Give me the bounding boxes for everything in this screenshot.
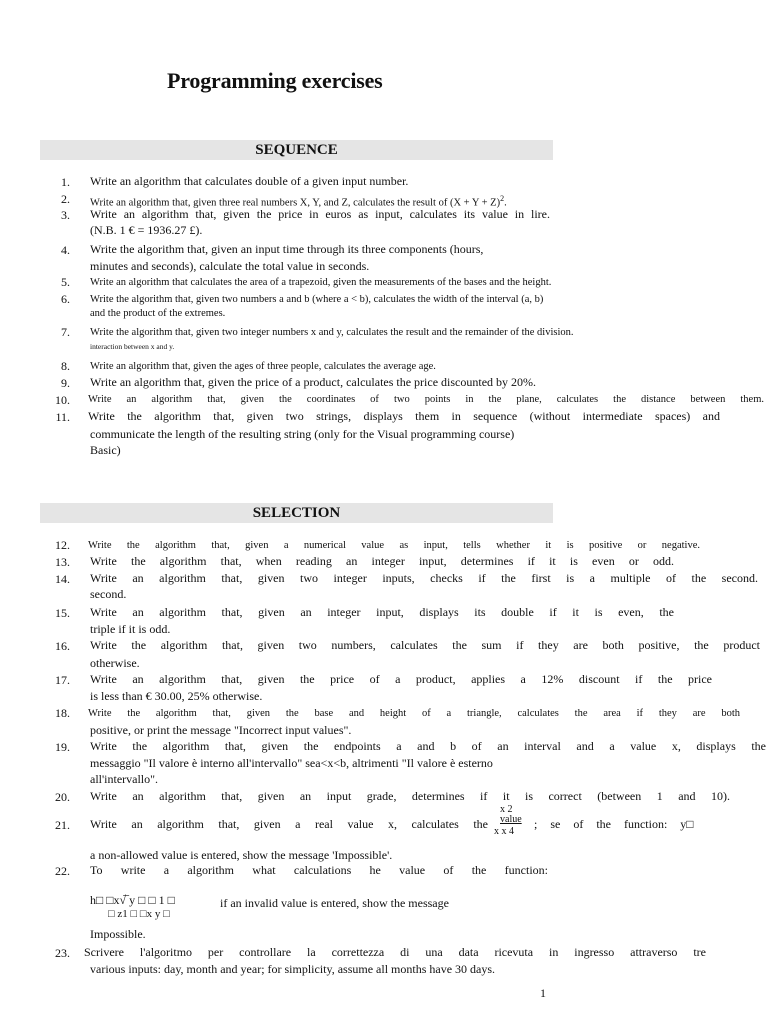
list-item-continuation: is less than € 30.00, 25% otherwise. (90, 689, 263, 703)
list-item: Scrivere l'algoritmo per controllare la correttezza di una data ricevuta in ingresso attraverso tre (84, 945, 706, 959)
item-number: 14. (55, 572, 70, 586)
item-number: 8. (61, 359, 70, 373)
list-item: Write an algorithm that, given an integer input, displays its double if it is even, the (90, 605, 674, 619)
list-item-continuation: minutes and seconds), calculate the total value in seconds. (90, 259, 370, 273)
list-item-continuation: triple if it is odd. (90, 622, 171, 636)
list-item: Write an algorithm that, given three real numbers X, Y, and Z, calculates the result of $(X + Y + Z)^2$. (90, 194, 507, 209)
list-item-continuation: second. (90, 587, 127, 601)
list-item: Write the algorithm that, given an input time through its three components (hours, (90, 242, 484, 256)
item-number: 5. (61, 275, 70, 289)
item-number: 22. (55, 864, 70, 878)
function-formula-tail: if an invalid value is entered, show the message (220, 896, 449, 910)
item-number: 6. (61, 292, 70, 306)
item-number: 13. (55, 555, 70, 569)
item-number: 9. (61, 376, 70, 390)
list-item: Write an algorithm that, given an input grade, determines if it is correct (between 1 and 10). (90, 789, 730, 803)
list-item-continuation: various inputs: day, month and year; for simplicity, assume all months have 30 days. (90, 962, 496, 976)
list-item: Write an algorithm that, given the price in euros as input, calculates its value in lire. (90, 207, 550, 221)
list-item-continuation: communicate the length of the resulting string (only for the Visual programming course) (90, 427, 515, 441)
list-item-continuation: all'intervallo". (90, 772, 159, 786)
list-item-continuation: otherwise. (90, 656, 140, 670)
item-number: 7. (61, 325, 70, 339)
list-item-continuation: a non-allowed value is entered, show the message 'Impossible'. (90, 848, 393, 862)
list-item: Write an algorithm that, given the coordinates of two points in the plane, calculates the distance between them. (88, 394, 764, 405)
list-item: Write the algorithm that, given two numbers a and b (where a < b), calculates the width of the interval (a, b) (90, 294, 544, 305)
list-item-continuation: interaction between x and y. (90, 342, 175, 351)
item-number: 19. (55, 740, 70, 754)
list-item-continuation: Basic) (90, 443, 121, 457)
list-item: Write the algorithm that, given a numerical value as input, tells whether it is positive or negative. (88, 540, 700, 551)
item-number: 18. (55, 706, 70, 720)
item-number: 23. (55, 946, 70, 960)
list-item: Write an algorithm that, given the price of a product, applies a 12% discount if the price (90, 672, 712, 686)
function-formula-denominator: □ z1 □ □x y □ (108, 908, 170, 920)
function-formula: h□ □x√̅ y □ □ 1 □ (90, 893, 175, 907)
list-item: Write an algorithm that, given the ages of three people, calculates the average age. (90, 361, 436, 372)
page-title: Programming exercises (167, 68, 383, 93)
item-number: 16. (55, 639, 70, 653)
list-item: Write the algorithm that, given two numbers, calculates the sum if they are both positive, the product (90, 638, 760, 652)
item-number: 11. (55, 410, 70, 424)
item-number: 20. (55, 790, 70, 804)
item-number: 15. (55, 606, 70, 620)
list-item-continuation: Impossible. (90, 927, 146, 941)
list-item: Write the algorithm that, when reading an integer input, determines if it is even or odd. (90, 554, 674, 568)
fraction-formula: x 2 value x x 4 (494, 804, 522, 837)
list-item: Write the algorithm that, given two strings, displays them in sequence (without intermediate spaces) and (88, 409, 720, 423)
item-number: 2. (61, 192, 70, 206)
list-item: To write a algorithm what calculations he value of the function: (90, 863, 548, 877)
list-item-continuation: and the product of the extremes. (90, 308, 226, 319)
list-item-tail: ; se of the function: y□ (534, 817, 694, 831)
section-header-sequence: SEQUENCE (40, 140, 553, 160)
list-item: Write the algorithm that, given the base and height of a triangle, calculates the area if they are both (88, 708, 740, 719)
item-number: 1. (61, 175, 70, 189)
list-item: Write the algorithm that, given the endpoints a and b of an interval and a value x, displays the (90, 739, 766, 753)
section-header-selection: SELECTION (40, 503, 553, 523)
list-item-continuation: messaggio "Il valore è interno all'intervallo" sea<x<b, altrimenti "Il valore è esterno (90, 756, 493, 770)
list-item-continuation: (N.B. 1 € = 1936.27 £). (90, 223, 203, 237)
list-item: Write the algorithm that, given two integer numbers x and y, calculates the result and the remainder of the division. (90, 327, 574, 338)
list-item-continuation: positive, or print the message "Incorrect input values". (90, 723, 352, 737)
list-item: Write an algorithm that, given two integer inputs, checks if the first is a multiple of the second. (90, 571, 758, 585)
list-item: Write an algorithm that calculates the area of a trapezoid, given the measurements of the bases and the height. (90, 277, 552, 288)
list-item: Write an algorithm that calculates double of a given input number. (90, 174, 409, 188)
list-item: Write an algorithm that, given a real value x, calculates the (90, 817, 488, 831)
item-number: 12. (55, 538, 70, 552)
list-item: Write an algorithm that, given the price of a product, calculates the price discounted by 20%. (90, 375, 537, 389)
item-number: 21. (55, 818, 70, 832)
item-number: 10. (55, 393, 70, 407)
item-number: 4. (61, 243, 70, 257)
item-number: 17. (55, 673, 70, 687)
item-number: 3. (61, 208, 70, 222)
page-number: 1 (540, 986, 546, 1000)
